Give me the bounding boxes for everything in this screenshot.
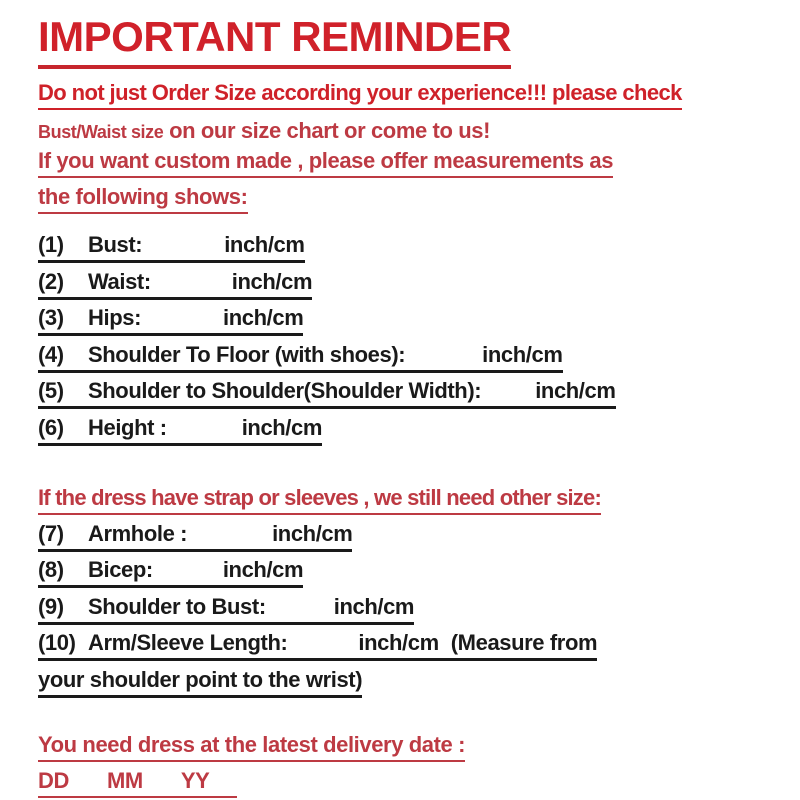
row-number: (6): [38, 414, 64, 440]
row-label: Height :: [88, 414, 167, 440]
measurement-row-sleeve-length: [38, 632, 770, 661]
warning-text: Do not just Order Size according your experience!!! please check: [38, 82, 682, 110]
row-number: (8): [38, 557, 64, 582]
sleeves-heading: [38, 484, 770, 515]
size-chart-line: [38, 120, 770, 142]
row-number: (3): [38, 305, 64, 330]
measurement-list-basic: [38, 234, 770, 446]
row-unit: inch/cm: [222, 557, 304, 582]
row-unit: inch/cm: [482, 341, 563, 367]
row-label: Bicep:: [88, 557, 153, 582]
row-unit: inch/cm: [223, 305, 304, 330]
custom-made-text: If you want custom made , please offer measurements as: [38, 150, 613, 178]
row-unit: inch/cm: [535, 378, 616, 403]
custom-made-line: [38, 150, 770, 178]
row-label: Bust:: [88, 232, 143, 257]
date-yy: YY: [180, 768, 210, 793]
row-unit: inch/cm: [231, 268, 313, 294]
sleeve-note-text: your shoulder point to the wrist): [38, 669, 362, 698]
row-number: (1): [38, 232, 64, 257]
delivery-text: You need dress at the latest delivery date :: [38, 734, 465, 762]
page-title: IMPORTANT REMINDER: [38, 16, 511, 69]
row-unit: inch/cm: [358, 630, 439, 655]
measurement-row-shoulder-to-bust: [38, 593, 770, 625]
row-unit: inch/cm: [241, 414, 323, 440]
sleeves-heading-text: If the dress have strap or sleeves , we still need other size:: [38, 487, 601, 515]
row-label: Armhole :: [88, 520, 188, 546]
delivery-line: [38, 734, 770, 762]
row-unit: inch/cm: [272, 520, 353, 546]
row-unit: inch/cm: [333, 593, 415, 619]
row-label: Arm/Sleeve Length:: [88, 630, 288, 655]
measurement-row-height: [38, 414, 770, 446]
sleeve-note-continuation: [38, 669, 770, 698]
row-note: (Measure from: [450, 630, 598, 655]
row-number: (9): [38, 593, 64, 619]
warning-line: [38, 82, 770, 110]
date-dd: DD: [38, 768, 69, 793]
row-label: Hips:: [88, 305, 142, 330]
custom-made-text2: the following shows:: [38, 186, 248, 214]
row-label: Shoulder to Bust:: [88, 593, 266, 619]
size-chart-rest: on our size chart or come to us!: [163, 118, 491, 143]
delivery-date-fields: [38, 770, 770, 798]
measurement-list-sleeves: [38, 520, 770, 699]
custom-made-line2: [38, 186, 770, 214]
measurement-row-bust: [38, 234, 770, 263]
row-unit: inch/cm: [224, 232, 305, 257]
row-number: (5): [38, 378, 64, 403]
date-mm: MM: [106, 768, 143, 793]
row-label: Shoulder to Shoulder(Shoulder Width):: [88, 378, 482, 403]
measurement-row-shoulder-width: [38, 380, 770, 409]
measurement-row-hips: [38, 307, 770, 336]
size-chart-emphasis: Bust/Waist size: [38, 122, 164, 142]
row-number: (10): [38, 630, 76, 655]
row-label: Shoulder To Floor (with shoes):: [88, 341, 406, 367]
measurement-row-bicep: [38, 559, 770, 588]
row-label: Waist:: [88, 268, 151, 294]
row-number: (4): [38, 341, 64, 367]
measurement-row-shoulder-to-floor: [38, 341, 770, 373]
measurement-row-waist: [38, 268, 770, 300]
measurement-row-armhole: [38, 520, 770, 552]
row-number: (7): [38, 520, 64, 546]
row-number: (2): [38, 268, 64, 294]
